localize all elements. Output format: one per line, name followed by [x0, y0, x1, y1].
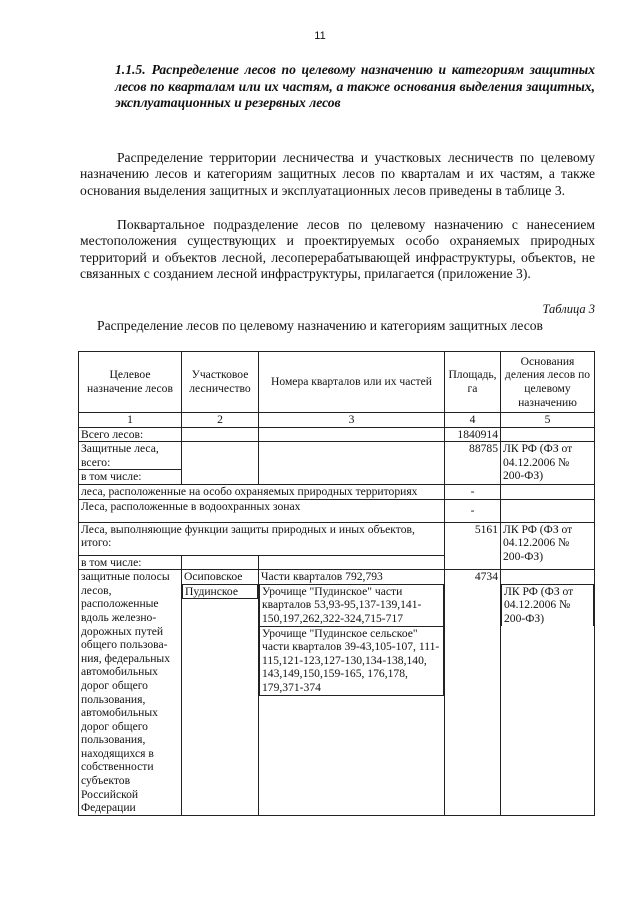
column-number-row — [79, 413, 595, 428]
basis-value: ЛК РФ (ФЗ от 04.12.2006 № 200-ФЗ) — [501, 584, 594, 626]
area-value: - — [445, 499, 501, 522]
area-value: 88785 — [445, 442, 501, 485]
quarters-cell — [259, 570, 445, 816]
row-label: защитные полосы лесов, расположенные вдоль железно-дорожных путей общего пользова-ния, федеральных автомобильных дорог общего пользования, автомобильных дорог общего пользования, находящихся в собственности субъектов Российской Федерации — [79, 570, 182, 816]
header-cell: Целевое назначение лесов — [79, 352, 182, 413]
table-row-protective — [79, 442, 595, 470]
table-caption: Распределение лесов по целевому назначению и категориям защитных лесов — [97, 318, 543, 333]
row-label: в том числе: — [79, 555, 182, 570]
forestry-name: Осиповское — [184, 570, 243, 584]
row-label: Леса, выполняющие функции защиты природных и иных объектов, итого: — [79, 522, 445, 555]
section-title: Распределение лесов по целевому назначению и категориям защитных лесов по кварталам или их частям, а также основания выделения защитных, эксплуатационных и резервных лесов — [115, 62, 595, 110]
row-label: Всего лесов: — [79, 427, 182, 442]
quarters-value: Части кварталов 792,793 — [261, 570, 383, 584]
basis-cell — [501, 570, 595, 816]
basis-value: ЛК РФ (ФЗ от 04.12.2006 № 200-ФЗ) — [501, 522, 595, 570]
paragraph-1: Распределение территории лесничества и участковых лесничеств по целевому назначению лесов и категориям защитных лесов по кварталам и их частям, а также основания выделения защитных и эксплуатационных лесов приведены в таблице 3. — [80, 150, 595, 198]
area-value: 5161 — [445, 522, 501, 570]
row-label: Защитные леса, всего: — [79, 442, 182, 470]
table-header-row — [79, 352, 595, 413]
basis-value: ЛК РФ (ФЗ от 04.12.2006 № 200-ФЗ) — [501, 442, 595, 485]
column-number: 3 — [259, 413, 445, 428]
forestry-cell — [182, 570, 259, 816]
forest-distribution-table — [78, 351, 595, 816]
column-number: 4 — [445, 413, 501, 428]
header-cell: Номера кварталов или их частей — [259, 352, 445, 413]
column-number: 5 — [501, 413, 595, 428]
table-row-strips — [79, 570, 595, 816]
paragraph-2: Поквартальное подразделение лесов по целевому назначению с нанесением местоположения существующих и проектируемых особо охраняемых природных территорий и объектов лесной, лесоперерабатывающей инфраструктуры, объектов, не связанных с созданием лесной инфраструктуры, прилагается (приложение 3). — [80, 217, 595, 281]
quarters-value: Урочище "Пудинское сельское" части кварталов 39-43,105-107, 111-115,121-123,127-130,134-138,140, 143,149,150,159-165, 176,178, 179,371-374 — [259, 627, 444, 696]
area-value: 1840914 — [445, 427, 501, 442]
quarters-value: Урочище "Пудинское" части кварталов 53,93-95,137-139,141-150,197,262,322-324,715-717 — [259, 584, 444, 627]
row-label: в том числе: — [79, 470, 182, 485]
table-row-total — [79, 427, 595, 442]
area-value: - — [445, 484, 501, 499]
header-cell: Площадь, га — [445, 352, 501, 413]
section-number: 1.1.5. — [115, 62, 146, 77]
table-row-nature — [79, 522, 595, 555]
area-value: 4734 — [445, 570, 501, 816]
header-cell: Основания деления лесов по целевому назначению — [501, 352, 595, 413]
row-label: леса, расположенные на особо охраняемых природных территориях — [79, 484, 445, 499]
table-row-oopt — [79, 484, 595, 499]
page-number: 11 — [314, 30, 326, 42]
header-cell: Участковое лесничество — [182, 352, 259, 413]
section-heading — [115, 62, 595, 112]
table-label: Таблица 3 — [542, 302, 595, 316]
forestry-name: Пудинское — [182, 584, 258, 600]
column-number: 1 — [79, 413, 182, 428]
table-row-water — [79, 499, 595, 522]
column-number: 2 — [182, 413, 259, 428]
row-label: Леса, расположенные в водоохранных зонах — [79, 499, 445, 522]
